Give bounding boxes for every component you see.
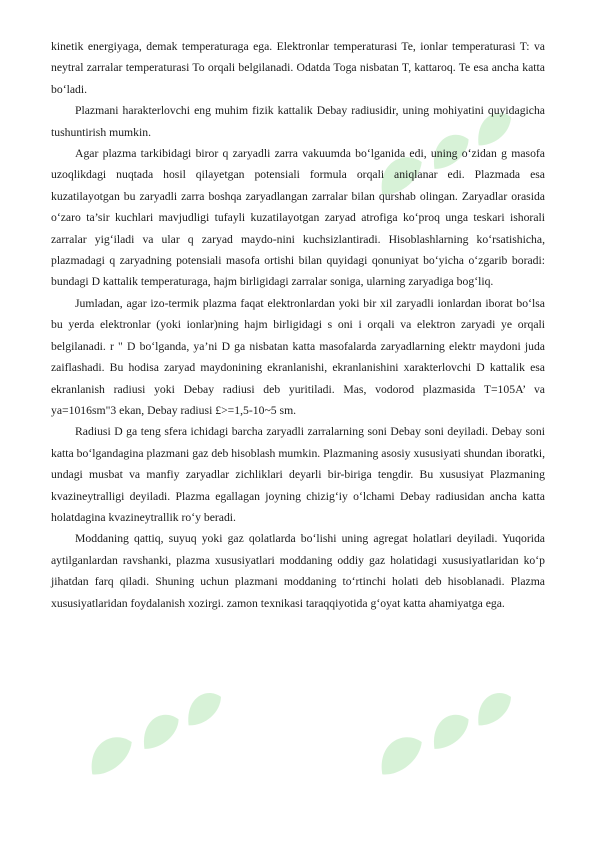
document-body xyxy=(51,36,545,614)
paragraph-debye-number: Radiusi D ga teng sfera ichidagi barcha zaryadli zarralarning soni Debay soni deyiladi. Debay soni katta bo‘lgandagina plazmani gaz deb hisoblash mumkin. Plazmaning asosiy xususiyati shundan iboratki, undagi musbat va manfiy zaryadlar zichliklari deyarli bir-biriga tengdir. Bu xususiyat Plazmaning kvazineytralligi deyiladi. Plazma egallagan joyning chizig‘iy o‘lchami Debay radiusidan ancha katta holatdagina kvazineytrallik ro‘y beradi. xyxy=(51,425,545,524)
watermark-logo-icon xyxy=(65,664,246,801)
paragraph-continuation: kinetik energiyaga, demak temperaturaga ega. Elektronlar temperaturasi Te, ionlar temperaturasi T: va neytral zarralar temperaturasi To orqali belgilanadi. Odatda Toga nisbatan T, kattaroq. Te esa ancha katta bo‘ladi. xyxy=(51,40,545,96)
paragraph-isothermal-plasma: Jumladan, agar izo-termik plazma faqat elektronlardan yoki bir xil zaryadli ionlardan iborat bo‘lsa bu yerda elektronlar (yoki ionlar)ning hajm birligidagi s oni i orqali va elektron zaryadi ye orqali belgilanadi. r " D bo‘lganda, ya’ni D ga nisbatan katta masofalarda zaryadlarning elektr maydoni juda zaiflashadi. Bu hodisa zaryad maydonining ekranlanishi, ekranlanishini xarakterlovchi D kattalik esa ekranlanish radiusi yoki Debay radiusi deb yuritiladi. Mas, vodorod plazmasida T=105A’ va ya=1016sm"3 ekan, Debay radiusi £>=1,5-10~5 sm. xyxy=(51,296,545,417)
paragraph-potential: Agar plazma tarkibidagi biror q zaryadli zarra vakuumda bo‘lganida edi, uning o‘zidan g masofa uzoqlikdagi nuqtada hosil qilayetgan potensiali formula orqali aniqlanar edi. Plazmada esa kuzatilayotgan bu zaryadli zarra boshqa zaryadlangan zarralar bilan qurshab olingan. Zaryadlar orasida o‘zaro ta’sir kuchlari mavjudligi tufayli kuzatilayotgan zaryad atrofiga ko‘proq unga teskari ishorali zarralar yig‘iladi va ular q zaryad maydo-nini kuchsizlantiradi. Hisoblashlarning ko‘rsatishicha, plazmadagi q zaryadning potensiali masofa ortishi bilan quyidagi qonuniyat bo‘yicha o‘zgarib boradi: bundagi D kattalik temperaturaga, hajm birligidagi zarralar soniga, ularning zaryadiga bog‘liq. xyxy=(51,147,545,289)
paragraph-fourth-state: Moddaning qattiq, suyuq yoki gaz qolatlarda bo‘lishi uning agregat holatlari deyiladi. Yuqorida aytilganlardan ravshanki, plazma xususiyatlari moddaning oddiy gaz holatidagi xususiyatlaridan ko‘p jihatdan farq qiladi. Shuning uchun plazmani moddaning to‘rtinchi holati deb hisoblanadi. Plazma xususiyatlaridan foydalanish xozirgi. zamon texnikasi taraqqiyotida g‘oyat katta ahamiyatga ega. xyxy=(51,532,545,610)
paragraph-debye-intro: Plazmani harakterlovchi eng muhim fizik kattalik Debay radiusidir, uning mohiyatini quyidagicha tushuntirish mumkin. xyxy=(51,104,545,139)
watermark-logo-icon xyxy=(355,664,536,801)
